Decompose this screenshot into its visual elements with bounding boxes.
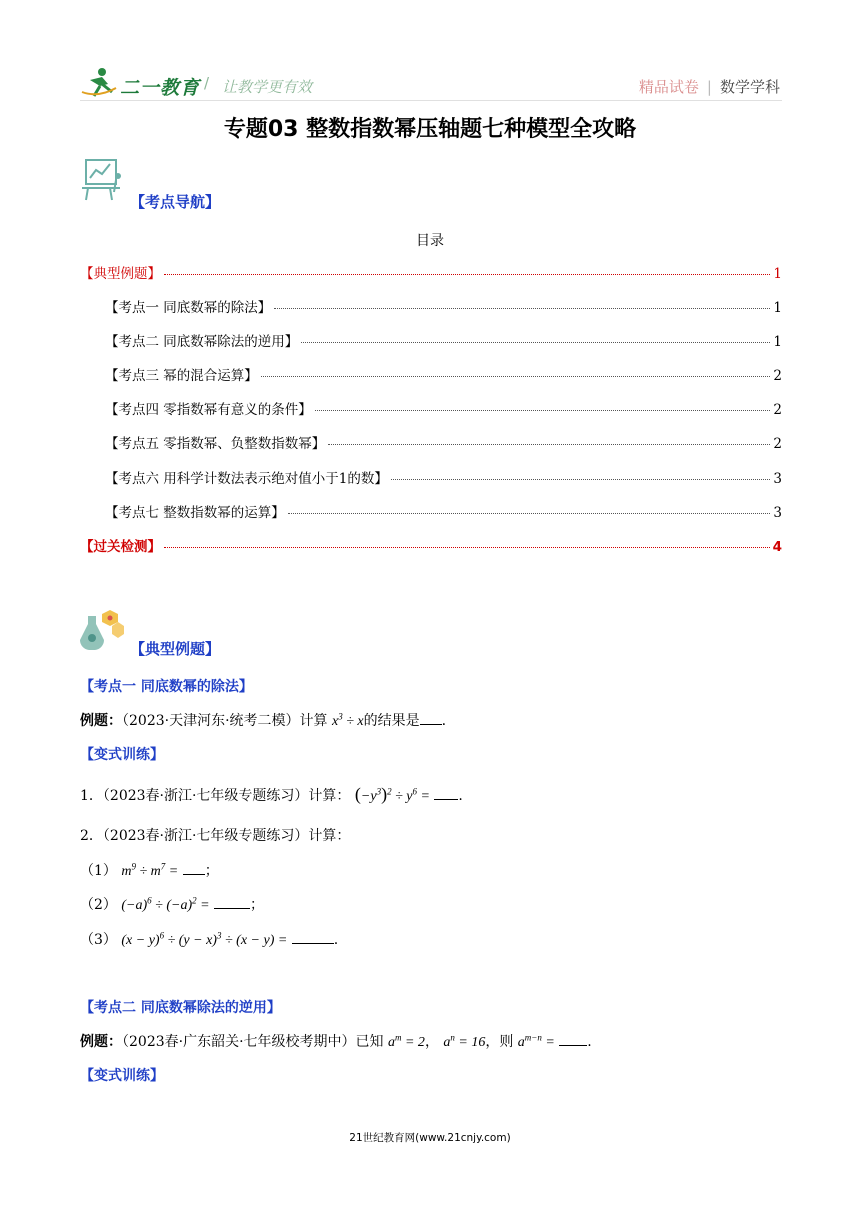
examples-section-title: 【典型例题】 (130, 640, 221, 658)
teaching-board-icon (80, 156, 126, 202)
flask-icon (80, 608, 126, 654)
math-expression: $a^{m-n}$ = (517, 1032, 555, 1050)
answer-blank[interactable] (214, 896, 250, 909)
kd1-title: 【考点一 同底数幂的除法】 (80, 679, 253, 695)
math-expression: $m^9 \div m^7$ = (121, 861, 179, 879)
header-right (639, 76, 780, 97)
page-title: 专题03 整数指数幂压轴题七种模型全攻略 (223, 117, 637, 142)
math-expression: $(-y^3)^2 \div y^6$ = (354, 784, 430, 804)
toc-entry[interactable]: 【考点三 幂的混合运算】 2 (105, 368, 782, 384)
kd2-example: 例题：（2023春·广东韶关·七年级校考期中）已知 $a^m = 2$， $a^n = 16$，则 $a^{m-n}$ = . (80, 1032, 592, 1050)
kd1-question-2: 2．（2023春·浙江·七年级专题练习）计算： (80, 828, 351, 844)
math-expression: $(x - y)^6 \div (y - x)^3 \div (x - y)$ = (121, 930, 288, 948)
answer-blank[interactable] (183, 862, 205, 875)
toc-entry[interactable]: 【考点七 整数指数幂的运算】 3 (105, 505, 782, 521)
math-expression: $a^n = 16$ (443, 1032, 486, 1050)
kd2-title: 【考点二 同底数幂除法的逆用】 (80, 1000, 281, 1016)
header-right-secondary: 数学学科 (719, 78, 780, 96)
math-expression: $(-a)^6 \div (-a)^2$ = (121, 895, 210, 913)
math-expression: $a^m = 2$ (387, 1032, 425, 1050)
answer-blank[interactable] (292, 931, 334, 944)
toc-entry[interactable]: 【考点五 零指数幂、负整数指数幂】 2 (105, 436, 782, 452)
header-slogan: 让教学更有效 (222, 78, 313, 96)
kd1-question-2-part-3: （3） $(x - y)^6 \div (y - x)^3 \div (x - y)$ = . (80, 930, 339, 948)
toc-entry[interactable]: 【考点六 用科学计数法表示绝对值小于1的数】 3 (105, 471, 782, 487)
toc-heading: 目录 (416, 233, 444, 249)
nav-section-title: 【考点导航】 (130, 193, 221, 211)
logo-text: 二一教育 (120, 77, 201, 99)
page-footer: 21世纪教育网(www.21cnjy.com) (349, 1132, 511, 1144)
toc-entry[interactable]: 【典型例题】 1 (80, 266, 782, 282)
answer-blank[interactable] (434, 787, 458, 800)
answer-blank[interactable] (559, 1033, 587, 1046)
toc-entry[interactable]: 【考点二 同底数幂除法的逆用】 1 (105, 334, 782, 350)
header-rule (80, 100, 782, 101)
answer-blank[interactable] (420, 712, 442, 725)
header-right-primary: 精品试卷 (638, 78, 699, 96)
kd1-question-1: 1．（2023春·浙江·七年级专题练习）计算： $(-y^3)^2 \div y^6$ = . (80, 784, 463, 804)
logo-icon (80, 66, 118, 98)
math-expression: $x^3 \div x$ (331, 711, 364, 729)
toc-entry[interactable]: 【过关检测】 4 (80, 539, 782, 555)
kd1-question-2-part-2: （2） $(-a)^6 \div (-a)^2$ = ； (80, 895, 265, 913)
kd1-question-2-part-1: （1） $m^9 \div m^7$ = ； (80, 861, 219, 879)
kd2-variant-title: 【变式训练】 (80, 1068, 164, 1084)
toc-entry[interactable]: 【考点四 零指数幂有意义的条件】 2 (105, 402, 782, 418)
kd1-example: 例题：（2023·天津河东·统考二模）计算 $x^3 \div x$的结果是 . (80, 711, 447, 729)
header-divider-slash: / (204, 74, 210, 92)
kd1-variant-title: 【变式训练】 (80, 747, 164, 763)
header-separator: | (706, 78, 712, 96)
toc-entry[interactable]: 【考点一 同底数幂的除法】 1 (105, 300, 782, 316)
